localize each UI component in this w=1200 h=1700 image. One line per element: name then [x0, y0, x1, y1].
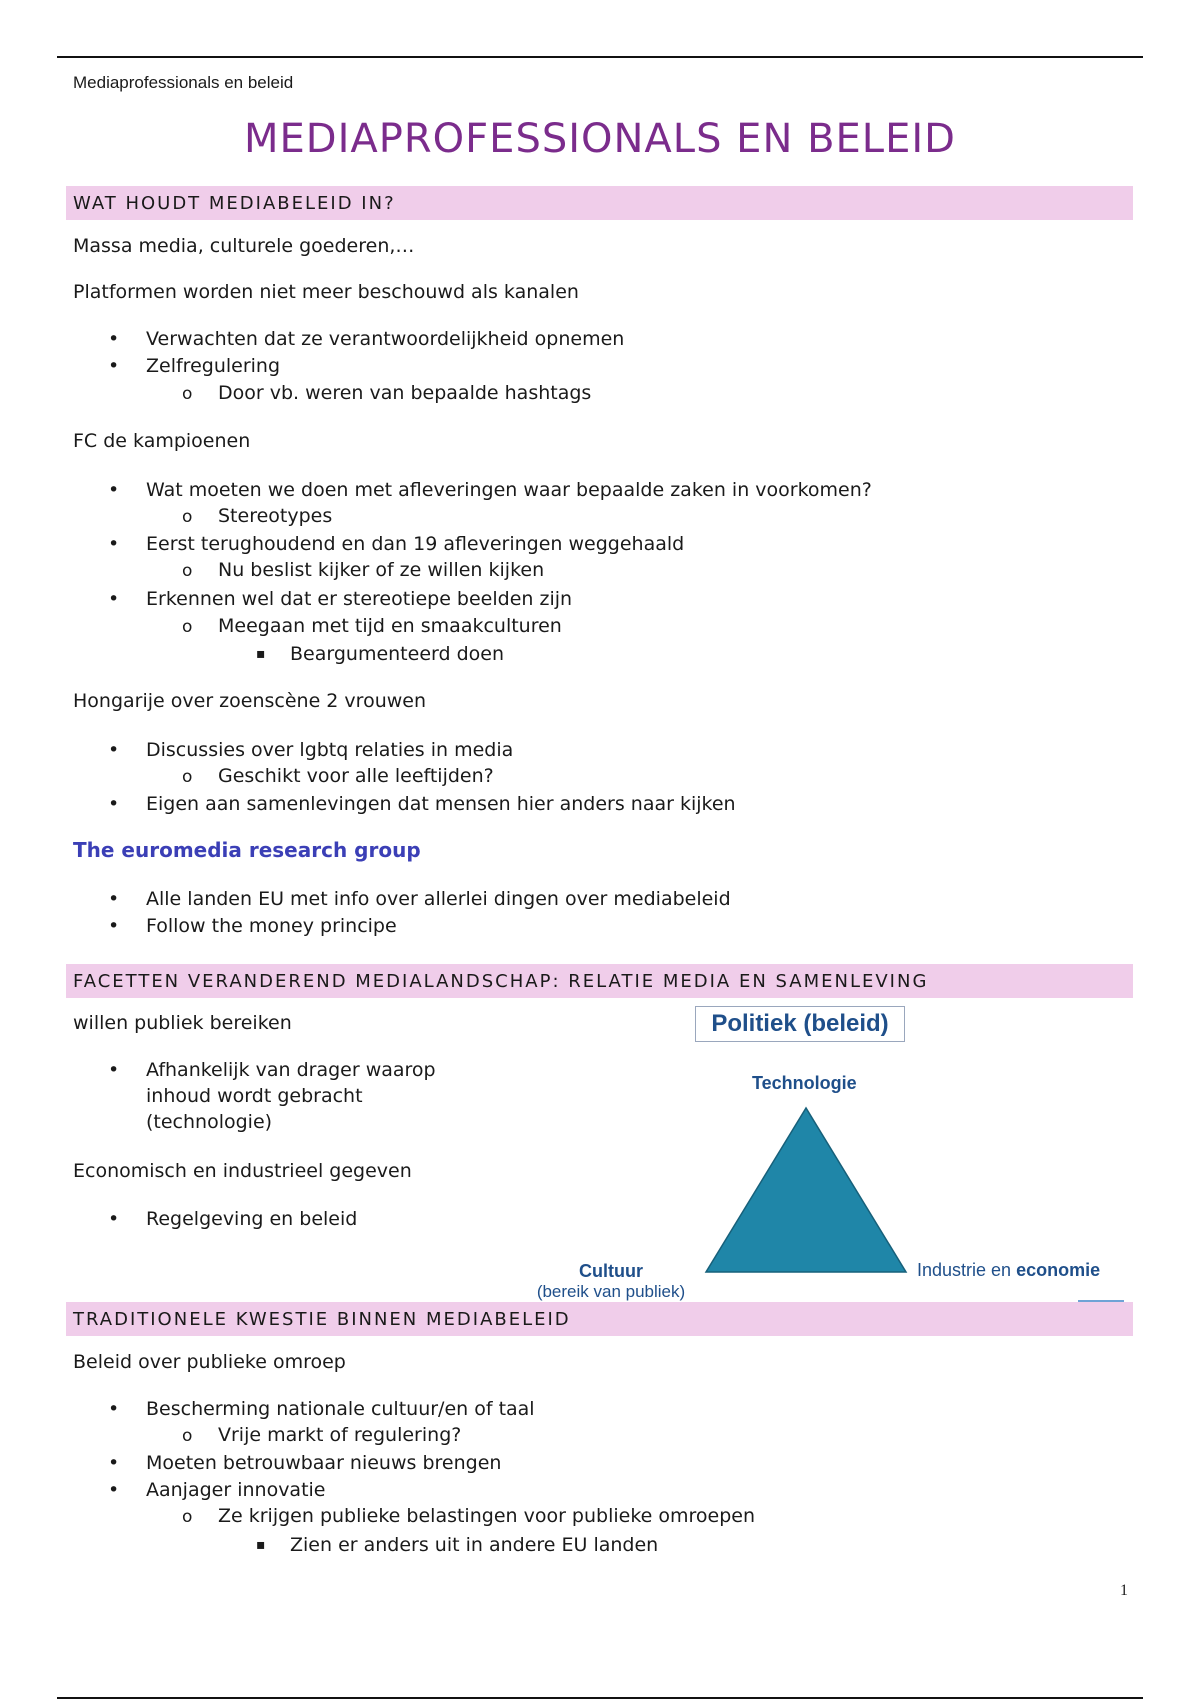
bullet-marker: •: [108, 793, 120, 815]
list-item-text: Bescherming nationale cultuur/en of taal: [146, 1398, 535, 1420]
list-item: [108, 353, 280, 379]
bullet-marker: •: [108, 533, 120, 555]
bullet-marker: •: [108, 479, 120, 501]
media-policy-triangle-diagram: [500, 1000, 1140, 1310]
paragraph: Beleid over publieke omroep: [73, 1351, 346, 1373]
list-item-text: Beargumenteerd doen: [290, 643, 505, 665]
list-item: [108, 1396, 535, 1422]
list-item: [108, 1477, 326, 1503]
list-item: [108, 477, 872, 503]
subheading: The euromedia research group: [73, 838, 421, 862]
page-number: 1: [1120, 1582, 1128, 1599]
section-heading-band: [66, 964, 1133, 998]
paragraph: Economisch en industrieel gegeven: [73, 1160, 412, 1182]
section-heading: TRADITIONELE KWESTIE BINNEN MEDIABELEID: [73, 1309, 571, 1330]
section-heading-band: [66, 1302, 1133, 1336]
industry-economy-label: [917, 1260, 1100, 1281]
list-item-text: Eerst terughoudend en dan 19 afleveringen weggehaald: [146, 533, 685, 555]
list-item: [108, 531, 684, 557]
sub-list-item: [182, 503, 332, 530]
technology-label: Technologie: [752, 1073, 857, 1093]
list-item-text: Moeten betrouwbaar nieuws brengen: [146, 1452, 502, 1474]
list-item: [108, 791, 736, 817]
section-heading-band: [66, 186, 1133, 220]
list-item: [108, 886, 731, 912]
running-header: Mediaprofessionals en beleid: [73, 73, 294, 92]
sub-bullet-marker: o: [182, 1507, 193, 1527]
sub-list-item: [182, 1422, 461, 1449]
list-item-text: Verwachten dat ze verantwoordelijkheid opnemen: [146, 328, 625, 350]
list-item: [108, 913, 397, 939]
bullet-marker: •: [108, 888, 120, 910]
sub-bullet-marker: o: [182, 617, 193, 637]
square-bullet-marker: ▪: [256, 646, 266, 662]
list-item-text: Eigen aan samenlevingen dat mensen hier anders naar kijken: [146, 793, 736, 815]
bullet-marker: •: [108, 588, 120, 610]
list-item-text: Aanjager innovatie: [146, 1479, 326, 1501]
list-item-text: Zelfregulering: [146, 355, 281, 377]
list-item: [108, 586, 572, 612]
list-item-text: Wat moeten we doen met afleveringen waar bepaalde zaken in voorkomen?: [146, 479, 872, 501]
list-item-text: Discussies over lgbtq relaties in media: [146, 739, 514, 761]
sub-list-item: [182, 763, 494, 790]
list-item-text: Stereotypes: [218, 505, 333, 527]
page-title: MEDIAPROFESSIONALS EN BELEID: [244, 116, 956, 162]
list-item: [108, 326, 624, 352]
footer-rule: [57, 1697, 1143, 1699]
list-item-text: Ze krijgen publieke belastingen voor publieke omroepen: [218, 1505, 756, 1527]
sub-bullet-marker: o: [182, 767, 193, 787]
economy-text: economie: [1016, 1260, 1101, 1280]
sub-sub-list-item: [256, 641, 504, 667]
header-rule: [57, 56, 1143, 58]
culture-sublabel: (bereik van publiek): [536, 1282, 686, 1301]
list-item-text: Geschikt voor alle leeftijden?: [218, 765, 494, 787]
sub-sub-list-item: [256, 1532, 658, 1558]
paragraph: Hongarije over zoenscène 2 vrouwen: [73, 690, 427, 712]
square-bullet-marker: ▪: [256, 1537, 266, 1553]
paragraph: Massa media, culturele goederen,…: [73, 235, 415, 257]
list-item-text: Erkennen wel dat er stereotiepe beelden zijn: [146, 588, 573, 610]
paragraph: willen publiek bereiken: [73, 1012, 292, 1034]
bullet-marker: •: [108, 1479, 120, 1501]
triangle-shape: [706, 1108, 906, 1272]
bullet-marker: •: [108, 739, 120, 761]
list-item: [108, 1450, 501, 1476]
sub-list-item: [182, 557, 544, 584]
list-item-text: Afhankelijk van drager waarop inhoud wordt gebracht (technologie): [146, 1059, 436, 1133]
culture-label: Cultuur: [579, 1261, 643, 1281]
list-item-text: Follow the money principe: [146, 915, 397, 937]
list-item-text: Zien er anders uit in andere EU landen: [290, 1534, 659, 1556]
list-item: [108, 1057, 468, 1135]
list-item-text: Regelgeving en beleid: [146, 1208, 358, 1230]
paragraph: Platformen worden niet meer beschouwd als kanalen: [73, 281, 579, 303]
list-item-text: Meegaan met tijd en smaakculturen: [218, 615, 562, 637]
sub-list-item: [182, 613, 562, 640]
bullet-marker: •: [108, 1398, 120, 1420]
bullet-marker: •: [108, 1059, 120, 1081]
industry-text: Industrie en: [917, 1260, 1017, 1280]
sub-list-item: [182, 380, 591, 407]
sub-bullet-marker: o: [182, 561, 193, 581]
list-item-text: Vrije markt of regulering?: [218, 1424, 462, 1446]
sub-bullet-marker: o: [182, 1426, 193, 1446]
bullet-marker: •: [108, 1452, 120, 1474]
list-item-text: Nu beslist kijker of ze willen kijken: [218, 559, 545, 581]
sub-bullet-marker: o: [182, 384, 193, 404]
section-heading: FACETTEN VERANDEREND MEDIALANDSCHAP: RELATIE MEDIA EN SAMENLEVING: [73, 971, 929, 992]
sub-list-item: [182, 1503, 755, 1530]
list-item: [108, 1206, 357, 1232]
bullet-marker: •: [108, 915, 120, 937]
section-heading: WAT HOUDT MEDIABELEID IN?: [73, 193, 396, 214]
politics-label: Politiek (beleid): [695, 1006, 905, 1042]
bullet-marker: •: [108, 355, 120, 377]
bullet-marker: •: [108, 1208, 120, 1230]
sub-bullet-marker: o: [182, 507, 193, 527]
bullet-marker: •: [108, 328, 120, 350]
list-item-text: Door vb. weren van bepaalde hashtags: [218, 382, 592, 404]
list-item: [108, 737, 513, 763]
list-item-text: Alle landen EU met info over allerlei dingen over mediabeleid: [146, 888, 731, 910]
paragraph: FC de kampioenen: [73, 430, 251, 452]
